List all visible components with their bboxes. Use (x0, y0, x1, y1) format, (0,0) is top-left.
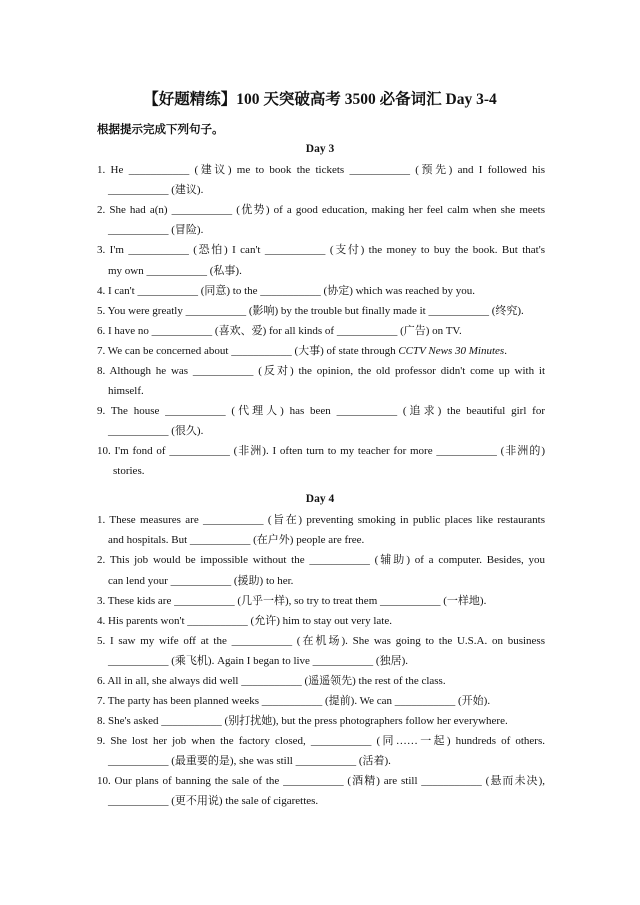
day4-line: 10. Our plans of banning the sale of the ___________ (酒精) are still ___________ (悬而未决), (97, 775, 545, 787)
day4-line: can lend your ___________ (援助) to her. (108, 575, 294, 587)
day4-line: 1. These measures are ___________ (旨在) preventing smoking in public places like restaurants (97, 514, 545, 526)
day3-line: 4. I can't ___________ (同意) to the ___________ (协定) which was reached by you. (97, 285, 476, 297)
page-title: 【好题精练】100 天突破高考 3500 必备词汇 Day 3-4 (143, 91, 497, 108)
day4-line: 4. His parents won't ___________ (允许) him to stay out very late. (97, 615, 392, 627)
day3-line: my own ___________ (私事). (108, 265, 242, 277)
day3-line: ___________ (建议). (108, 184, 204, 196)
day3-line: ___________ (冒险). (108, 224, 204, 236)
day4-line: 7. The party has been planned weeks ___________ (提前). We can ___________ (开始). (97, 695, 491, 707)
line-text: 7. We can be concerned about ___________ (大事) of state through (97, 345, 399, 357)
day3-line: stories. (113, 465, 145, 477)
day3-line: 10. I'm fond of ___________ (非洲). I often turn to my teacher for more ___________ (非洲的) (97, 445, 545, 457)
day4-line: ___________ (最重要的是), she was still ___________ (活着). (108, 755, 391, 767)
day3-line: 1. He ___________ (建议) me to book the tickets ___________ (预先) and I followed his (97, 164, 545, 176)
day3-heading: Day 3 (305, 143, 335, 155)
day3-line: 3. I'm ___________ (恐怕) I can't ___________ (支付) the money to buy the book. But that's (97, 244, 545, 256)
italic-title: CCTV News 30 Minutes (398, 345, 505, 357)
day4-line: 6. All in all, she always did well ___________ (遥遥领先) the rest of the class. (97, 675, 446, 687)
day4-line: ___________ (更不用说) the sale of cigarettes. (108, 795, 319, 807)
period: . (504, 345, 507, 357)
day4-line: 2. This job would be impossible without the ___________ (辅助) of a computer. Besides, you (97, 554, 545, 566)
day4-heading: Day 4 (305, 493, 335, 505)
day4-line: 3. These kids are ___________ (几乎一样), so try to treat them ___________ (一样地). (97, 595, 487, 607)
day3-line-7 (97, 344, 545, 358)
day3-line: 8. Although he was ___________ (反对) the opinion, the old professor didn't come up with it (97, 365, 545, 377)
day3-line: himself. (108, 385, 144, 397)
day4-line: ___________ (乘飞机). Again I began to live ___________ (独居). (108, 655, 409, 667)
instruction: 根据提示完成下列句子。 (97, 124, 224, 136)
day3-line: 5. You were greatly ___________ (影响) by the trouble but finally made it ___________ (终究). (97, 305, 524, 317)
day4-line: 5. I saw my wife off at the ___________ (在机场). She was going to the U.S.A. on business (97, 635, 545, 647)
day4-line: and hospitals. But ___________ (在户外) people are free. (108, 534, 365, 546)
day4-line: 9. She lost her job when the factory closed, ___________ (同……一起) hundreds of others. (97, 735, 545, 747)
day3-line: ___________ (很久). (108, 425, 204, 437)
day3-line: 6. I have no ___________ (喜欢、爱) for all kinds of ___________ (广告) on TV. (97, 325, 462, 337)
day3-line: 2. She had a(n) ___________ (优势) of a good education, making her feel calm when she meets (97, 204, 545, 216)
day3-line: 9. The house ___________ (代理人) has been ___________ (追求) the beautiful girl for (97, 405, 545, 417)
day4-line: 8. She's asked ___________ (别打扰她), but the press photographers follow her everywhere. (97, 715, 508, 727)
